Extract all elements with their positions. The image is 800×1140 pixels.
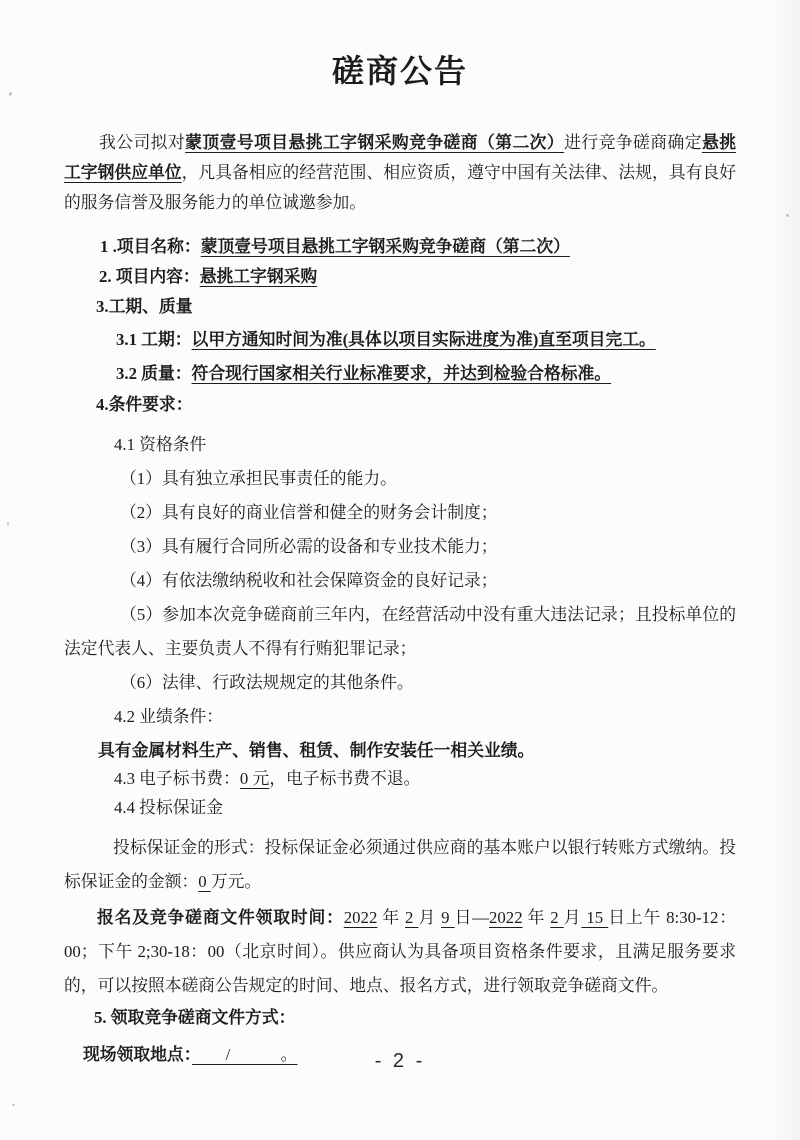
pickup-label: 现场领取地点：: [83, 1045, 193, 1064]
scan-speck: [8, 92, 13, 97]
item-1-label: 1 .项目名称：: [100, 237, 201, 256]
signup-year-1: 2022: [343, 908, 378, 927]
intro-pre: 我公司拟对: [99, 133, 186, 152]
intro-paragraph: [64, 128, 736, 218]
intro-project-name: 蒙顶壹号项目悬挑工字钢采购竞争磋商（第二次）: [185, 133, 565, 152]
item-3-1-value: 以甲方通知时间为准(具体以项目实际进度为准)直至项目完工。: [191, 330, 656, 349]
item-4-2-heading: 4.2 业绩条件：: [114, 707, 224, 726]
item-4-2-content: 具有金属材料生产、销售、租赁、制作安装任一相关业绩。: [98, 741, 535, 760]
deposit-text: 投标保证金的形式：投标保证金必须通过供应商的基本账户以银行转账方式缴纳。投标保证金的金额：: [64, 838, 736, 891]
qualification-point-1: （1）具有独立承担民事责任的能力。: [120, 469, 397, 488]
qualification-point-6: （6）法律、行政法规规定的其他条件。: [120, 673, 414, 692]
qualification-point-4: （4）有依法缴纳税收和社会保障资金的良好记录；: [120, 571, 498, 590]
item-1-project-name: [64, 232, 736, 262]
deposit-paragraph: [64, 831, 736, 899]
item-3-2-quality: [64, 359, 736, 389]
deposit-amount: 0: [198, 872, 211, 891]
scan-speck: [786, 214, 789, 217]
signup-paragraph: [64, 901, 736, 1003]
signup-sep-3: 日—: [454, 908, 490, 927]
intro-post: ，凡具备相应的经营范围、相应资质，遵守中国有关法律、法规，具有良好的服务信誉及服务能力的单位诚邀参加。: [64, 163, 736, 212]
item-1-value: 蒙顶壹号项目悬挑工字钢采购竞争磋商（第二次）: [200, 237, 570, 256]
item-3-1-duration: [64, 325, 736, 355]
item-4-1-heading: 4.1 资格条件: [114, 435, 207, 454]
signup-sep-1: 年: [377, 908, 406, 927]
intro-supplier: 悬挑工字钢供应单位: [64, 133, 736, 182]
item-2-project-content: [64, 262, 736, 292]
scan-speck: [12, 1104, 15, 1106]
scan-speck: [7, 522, 9, 525]
item-4-4-heading: 4.4 投标保证金: [114, 798, 224, 817]
item-3-2-value: 符合现行国家相关行业标准要求，并达到检验合格标准。: [191, 364, 612, 383]
signup-tail: 日上午 8:30-12：00；下午 2;30-18：00（北京时间）。供应商认为具备项目资格条件要求，且满足服务要求的，可以按照本磋商公告规定的时间、地点、报名方式，进行领取竞争磋商文件。: [64, 908, 736, 995]
item-3-2-label: 3.2 质量：: [116, 364, 192, 383]
qualification-point-5: （5）参加本次竞争磋商前三年内，在经营活动中没有重大违法记录；且投标单位的法定代表人、主要负责人不得有行贿犯罪记录；: [64, 605, 736, 658]
document-title: 磋商公告: [331, 53, 468, 89]
deposit-post: 万元。: [210, 872, 262, 891]
item-3-1-label: 3.1 工期：: [116, 330, 192, 349]
item-2-value: 悬挑工字钢采购: [199, 267, 318, 286]
qualification-point-2: （2）具有良好的商业信誉和健全的财务会计制度；: [120, 503, 498, 522]
signup-sep-2: 月: [418, 908, 442, 927]
signup-year-2: 2022: [489, 908, 523, 927]
item-5-heading: 5. 领取竞争磋商文件方式：: [94, 1008, 296, 1027]
intro-mid: 进行竞争磋商确定: [564, 133, 702, 152]
item-4-3-label: 4.3 电子标书费：: [114, 769, 240, 788]
signup-day-2: 15: [581, 908, 609, 927]
item-2-label: 2. 项目内容：: [99, 267, 200, 286]
item-4-heading: 4.条件要求：: [96, 395, 193, 414]
signup-day-1: 9: [441, 908, 455, 927]
signup-label: 报名及竞争磋商文件领取时间：: [97, 908, 344, 927]
signup-month-2: 2: [550, 908, 564, 927]
pickup-blank: / 。: [192, 1045, 298, 1064]
document-content: [64, 0, 736, 1072]
signup-sep-4: 年: [522, 908, 551, 927]
item-4-3-post: ，电子标书费不退。: [269, 769, 421, 788]
item-3-heading: 3.工期、质量: [96, 297, 193, 316]
signup-sep-5: 月: [563, 908, 582, 927]
item-4-3-fee-value: 0 元: [239, 769, 270, 788]
page-number: - 2 -: [374, 1050, 426, 1072]
signup-month-1: 2: [405, 908, 419, 927]
qualification-point-3: （3）具有履行合同所必需的设备和专业技术能力；: [120, 537, 498, 556]
